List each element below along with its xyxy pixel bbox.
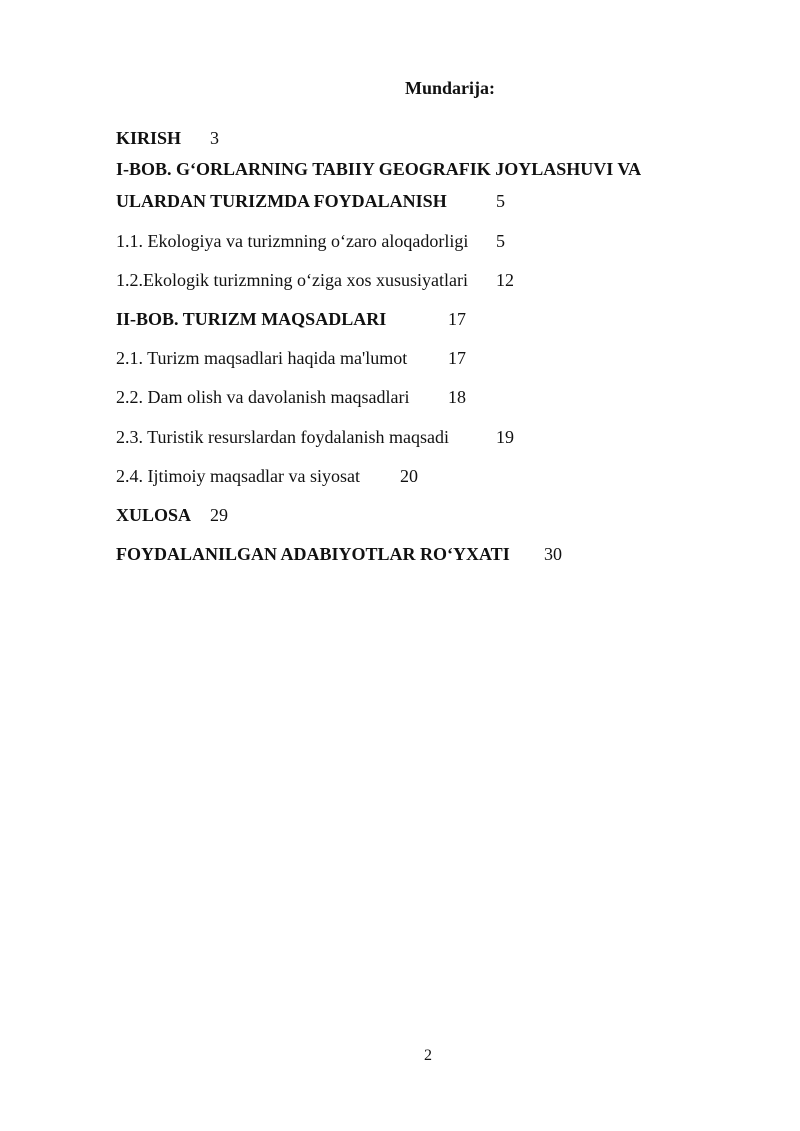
- toc-entry-bibliography: [116, 543, 510, 565]
- toc-entry-text: II-BOB. TURIZM MAQSADLARI: [116, 309, 387, 329]
- toc-page-number: 12: [496, 270, 514, 290]
- toc-page-number: 20: [400, 466, 418, 486]
- toc-page-number: 5: [496, 191, 505, 211]
- toc-page-number: 29: [210, 505, 228, 525]
- toc-page-number: 18: [448, 387, 466, 407]
- toc-entry-section-2-4: [116, 465, 360, 487]
- toc-entry-kirish: [116, 127, 181, 149]
- toc-entry-section-2-2: [116, 386, 409, 408]
- toc-entry-text: I-BOB. G‘ORLARNING TABIIY GEOGRAFIK JOYLASHUVI VA: [116, 159, 642, 179]
- toc-entry-text: 2.4. Ijtimoiy maqsadlar va siyosat: [116, 466, 360, 486]
- page-number-footer: 2: [424, 1047, 432, 1064]
- toc-entry-text: 2.3. Turistik resurslardan foydalanish maqsadi: [116, 427, 449, 447]
- toc-entry-section-2-1: [116, 347, 407, 369]
- toc-entry-text: 1.2.Ekologik turizmning o‘ziga xos xususiyatlari: [116, 270, 468, 290]
- toc-page-number: 17: [448, 309, 466, 329]
- toc-entry-text: KIRISH: [116, 128, 182, 148]
- toc-entry-text: ULARDAN TURIZMDA FOYDALANISH: [116, 191, 447, 211]
- toc-heading: Mundarija:: [405, 78, 495, 98]
- toc-entry-text: FOYDALANILGAN ADABIYOTLAR RO‘YXATI: [116, 544, 510, 564]
- toc-entry-xulosa: [116, 504, 191, 526]
- toc-page-number: 17: [448, 348, 466, 368]
- toc-entry-section-1-2: [116, 269, 468, 291]
- toc-page-number: 5: [496, 231, 505, 251]
- toc-page-number: 30: [544, 544, 562, 564]
- toc-entry-text: 1.1. Ekologiya va turizmning o‘zaro aloqadorligi: [116, 231, 469, 251]
- toc-entry-section-1-1: [116, 230, 468, 252]
- toc-entry-chapter-2: [116, 308, 386, 330]
- toc-entry-text: 2.1. Turizm maqsadlari haqida ma'lumot: [116, 348, 408, 368]
- toc-page-number: 19: [496, 427, 514, 447]
- toc-entry-text: 2.2. Dam olish va davolanish maqsadlari: [116, 387, 410, 407]
- toc-page-number: 3: [210, 128, 219, 148]
- toc-entry-chapter-1-line-2: [116, 190, 447, 212]
- toc-entry-section-2-3: [116, 426, 449, 448]
- toc-entry-text: XULOSA: [116, 505, 192, 525]
- toc-entry-chapter-1-line-1: [116, 158, 641, 180]
